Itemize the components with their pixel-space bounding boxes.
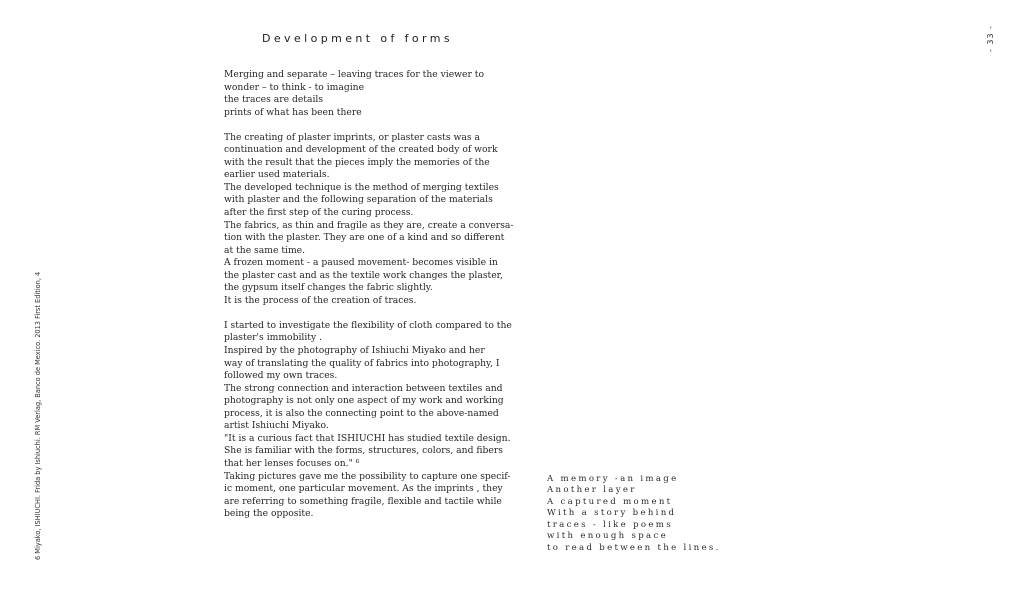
text-line: She is familiar with the forms, structures, colors, and fibers — [224, 445, 503, 457]
text-line: prints of what has been there — [224, 106, 362, 118]
poem-line: to read between the lines. — [547, 542, 721, 553]
text-line: photography is not only one aspect of my work and working — [224, 395, 504, 407]
text-line: It is the process of the creation of traces. — [224, 294, 417, 306]
poem-line: With a story behind — [547, 508, 677, 519]
text-line: plaster's immobility . — [224, 332, 323, 344]
text-line: The strong connection and interaction between textiles and — [224, 382, 503, 394]
text-line: process, it is also the connecting point to the above-named — [224, 407, 499, 419]
text-line: Merging and separate – leaving traces for the viewer to — [224, 69, 485, 80]
text-line: ic moment, one particular movement. As the imprints , they — [224, 483, 503, 495]
poem-line: A captured moment — [547, 496, 673, 507]
text-line: wonder – to think - to imagine — [224, 81, 365, 93]
poem — [547, 474, 721, 554]
text-line: Inspired by the photography of Ishiuchi Miyako and her — [224, 345, 485, 357]
text-line: artist Ishiuchi Miyako. — [224, 420, 329, 432]
paragraph-plaster — [224, 131, 514, 308]
footnote: 6 Miyako, ISHIUCHI. Frida by Ishiuchi. RM Verlag, Banco de Mexico. 2013 First Edition, 4 — [34, 271, 42, 560]
text-line: tion with the plaster. They are one of a kind and so different — [224, 232, 505, 244]
paragraph-photography — [224, 319, 512, 521]
text-line: the plaster cast and as the textile work changes the plaster, — [224, 269, 503, 281]
text-line: followed my own traces. — [224, 370, 338, 382]
text-line: earlier used materials. — [224, 169, 330, 181]
poem-line: traces - like poems — [547, 519, 673, 530]
body-text — [224, 69, 514, 521]
text-line: the gypsum itself changes the fabric slightly. — [224, 282, 433, 294]
text-line: that her lenses focuses on." ⁶ — [224, 457, 360, 469]
text-line: way of translating the quality of fabrics into photography, I — [224, 357, 500, 369]
page-number: - 33 - — [986, 24, 995, 52]
text-line: "It is a curious fact that ISHIUCHI has studied textile design. — [224, 432, 511, 444]
text-line: The creating of plaster imprints, or plaster casts was a — [224, 131, 480, 143]
paragraph-gap — [224, 307, 478, 320]
paragraph-gap — [224, 119, 478, 132]
text-line: with the result that the pieces imply the memories of the — [224, 156, 490, 168]
paragraph-intro — [224, 69, 485, 119]
text-line: at the same time. — [224, 244, 306, 256]
poem-line: Another layer — [547, 485, 637, 496]
text-line: being the opposite. — [224, 508, 314, 520]
text-line: are referring to something fragile, flexible and tactile while — [224, 495, 502, 507]
text-line: I started to investigate the flexibility of cloth compared to the — [224, 319, 512, 331]
text-line: the traces are details — [224, 94, 324, 106]
text-line: The developed technique is the method of merging textiles — [224, 181, 499, 193]
text-line: The fabrics, as thin and fragile as they are, create a conversa- — [224, 219, 514, 231]
poem-line: with enough space — [547, 531, 668, 542]
text-line: after the first step of the curing process. — [224, 207, 414, 219]
page-heading: Development of forms — [262, 32, 454, 45]
text-line: continuation and development of the created body of work — [224, 144, 498, 156]
poem-line: A memory -an image — [547, 474, 679, 484]
text-line: with plaster and the following separation of the materials — [224, 194, 493, 206]
text-line: A frozen moment - a paused movement- becomes visible in — [224, 257, 498, 269]
text-line: Taking pictures gave me the possibility to capture one specif- — [224, 470, 511, 482]
